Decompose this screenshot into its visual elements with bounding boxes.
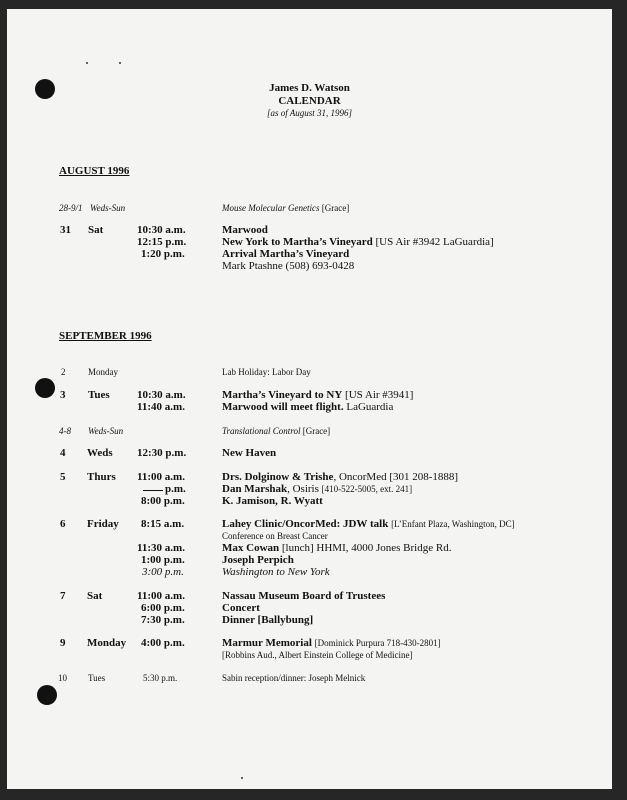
- entry-text: Sabin reception/dinner: Joseph Melnick: [222, 673, 366, 683]
- entry-date: 28-9/1: [59, 203, 83, 213]
- entry-time: 6:00 p.m.: [141, 602, 185, 614]
- entry-event: K. Jamison, R. Wyatt: [222, 495, 323, 507]
- entry-event: New Haven: [222, 447, 277, 459]
- entry-date: 10: [58, 673, 67, 683]
- entry-date: 5: [60, 471, 66, 483]
- entry-date: 9: [60, 637, 66, 649]
- entry-time: 8:00 p.m.: [141, 495, 185, 507]
- entry-day: Sat: [87, 590, 103, 602]
- entry-date: 2: [61, 367, 66, 377]
- entry-date: 4: [60, 447, 66, 459]
- entry-time: 1:00 p.m.: [141, 554, 185, 566]
- binder-hole: [35, 378, 55, 398]
- entry-event: Lahey Clinic/OncorMed: JDW talk [L’Enfant Plaza, Washington, DC]: [222, 518, 515, 530]
- entry-time: 10:30 a.m.: [137, 389, 186, 401]
- entry-event: Martha’s Vineyard to NY [US Air #3941]: [222, 389, 414, 401]
- entry-date: 6: [60, 518, 66, 530]
- as-of-date: [as of August 31, 1996]: [266, 108, 353, 118]
- entry-time: 10:30 a.m.: [137, 224, 186, 236]
- entry-time: 12:30 p.m.: [137, 447, 187, 459]
- speck: [119, 62, 121, 64]
- entry-time: p.m.: [143, 483, 186, 496]
- calendar-title: CALENDAR: [278, 95, 341, 107]
- entry-day: Thurs: [87, 471, 116, 483]
- binder-hole: [37, 685, 57, 705]
- entry-event: Drs. Dolginow & Trishe, OncorMed [301 208-1888]: [222, 471, 459, 483]
- entry-time: 11:30 a.m.: [137, 542, 185, 554]
- entry-day: Friday: [87, 518, 119, 530]
- entry-event: Marwood will meet flight. LaGuardia: [222, 401, 394, 413]
- entry-time: 11:00 a.m.: [137, 471, 185, 483]
- entry-day: Monday: [87, 637, 127, 649]
- entry-event: Dinner [Ballybung]: [222, 614, 314, 626]
- entry-event: Nassau Museum Board of Trustees: [222, 590, 386, 602]
- entry-date: 7: [60, 590, 66, 602]
- entry-date: 3: [60, 389, 66, 401]
- speck: [86, 62, 88, 64]
- entry-event: Concert: [222, 602, 260, 614]
- entry-time: 5:30 p.m.: [143, 673, 178, 683]
- entry-text: Translational Control [Grace]: [222, 426, 331, 436]
- entry-day: Tues: [88, 673, 106, 683]
- entry-date: 4-8: [59, 426, 71, 436]
- entry-event: Washington to New York: [222, 566, 330, 578]
- entry-event: Joseph Perpich: [222, 554, 294, 566]
- entry-time: 1:20 p.m.: [141, 248, 185, 260]
- entry-day: Weds-Sun: [88, 426, 124, 436]
- entry-event: Dan Marshak, Osiris [410-522-5005, ext. 241]: [222, 483, 413, 495]
- entry-event: Max Cowan [lunch] HHMI, 4000 Jones Bridge Rd.: [222, 542, 452, 554]
- entry-time: 3:00 p.m.: [142, 566, 184, 578]
- entry-date: 31: [60, 224, 71, 236]
- month-heading-august: AUGUST 1996: [59, 165, 130, 177]
- calendar-owner: James D. Watson: [269, 82, 350, 94]
- entry-text: Lab Holiday: Labor Day: [222, 367, 311, 377]
- entry-time: 4:00 p.m.: [141, 637, 185, 649]
- entry-day: Weds-Sun: [90, 203, 126, 213]
- entry-note: Conference on Breast Cancer: [222, 531, 328, 541]
- entry-text: Mouse Molecular Genetics [Grace]: [222, 203, 350, 213]
- entry-time: 8:15 a.m.: [141, 518, 185, 530]
- entry-time: 11:00 a.m.: [137, 590, 185, 602]
- entry-time: 11:40 a.m.: [137, 401, 185, 413]
- entry-day: Weds: [87, 447, 113, 459]
- speck: [241, 777, 243, 779]
- entry-day: Tues: [88, 389, 110, 401]
- entry-event: Arrival Martha’s Vineyard: [222, 248, 350, 260]
- entry-event: New York to Martha’s Vineyard [US Air #3942 LaGuardia]: [222, 236, 494, 248]
- entry-day: Monday: [88, 367, 118, 377]
- entry-time: 7:30 p.m.: [141, 614, 185, 626]
- entry-event: Marwood: [222, 224, 268, 236]
- entry-contact: Mark Ptashne (508) 693-0428: [222, 260, 355, 272]
- entry-time: 12:15 p.m.: [137, 236, 187, 248]
- month-heading-september: SEPTEMBER 1996: [59, 330, 152, 342]
- entry-note: [Robbins Aud., Albert Einstein College of Medicine]: [222, 650, 413, 660]
- entry-event: Marmur Memorial [Dominick Purpura 718-430-2801]: [222, 637, 441, 649]
- entry-day: Sat: [88, 224, 104, 236]
